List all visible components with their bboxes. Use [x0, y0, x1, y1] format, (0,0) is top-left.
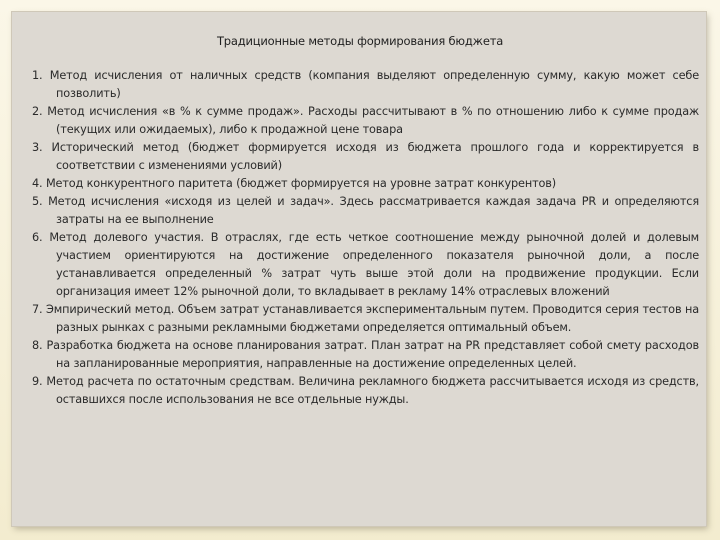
list-item	[32, 139, 699, 175]
item-text: Эмпирический метод. Объем затрат устанавливается экспериментальным путем. Проводится серия тестов на разных рынках с разными рекламными бюджетами определяется оптимальный объем.	[46, 303, 699, 334]
item-number: 9.	[32, 375, 43, 388]
list-item	[32, 175, 699, 193]
methods-list	[32, 67, 699, 409]
item-text: Метод долевого участия. В отраслях, где есть четкое соотношение между рыночной долей и долевым участием ориентируются на достижение определенного показателя рыночной доли, а после устанавливается определенный % затрат чуть выше этой доли на продвижение продукции. Если организация имеет 12% рыночной доли, то вкладывает в рекламу 14% отраслевых вложений	[49, 231, 699, 298]
item-number: 4.	[32, 177, 43, 190]
item-number: 1.	[32, 69, 43, 82]
item-text: Метод исчисления «исходя из целей и задач». Здесь рассматривается каждая задача PR и определяются затраты на ее выполнение	[48, 195, 699, 226]
slide-title: Традиционные методы формирования бюджета	[216, 34, 504, 48]
item-text: Исторический метод (бюджет формируется исходя из бюджета прошлого года и корректируется в соответствии с изменениями условий)	[51, 141, 699, 172]
list-item	[32, 337, 699, 373]
list-item	[32, 103, 699, 139]
item-number: 7.	[32, 303, 43, 316]
item-number: 2.	[32, 105, 43, 118]
list-item	[32, 193, 699, 229]
item-number: 8.	[32, 339, 43, 352]
item-text: Метод исчисления «в % к сумме продаж». Расходы рассчитывают в % по отношению либо к сумме продаж (текущих или ожидаемых), либо к продажной цене товара	[47, 105, 699, 136]
item-text: Разработка бюджета на основе планирования затрат. План затрат на PR представляет собой смету расходов на запланированные мероприятия, направленные на достижение определенных целей.	[46, 339, 699, 370]
item-text: Метод расчета по остаточным средствам. Величина рекламного бюджета рассчитывается исходя из средств, оставшихся после использования не все отдельные нужды.	[46, 375, 699, 406]
list-item	[32, 373, 699, 409]
list-item	[32, 67, 699, 103]
list-item	[32, 301, 699, 337]
item-text: Метод исчисления от наличных средств (компания выделяют определенную сумму, какую может себе позволить)	[49, 69, 699, 100]
item-text: Метод конкурентного паритета (бюджет формируется на уровне затрат конкурентов)	[45, 177, 557, 190]
list-item	[32, 229, 699, 301]
item-number: 3.	[32, 141, 43, 154]
item-number: 5.	[32, 195, 43, 208]
item-number: 6.	[32, 231, 43, 244]
